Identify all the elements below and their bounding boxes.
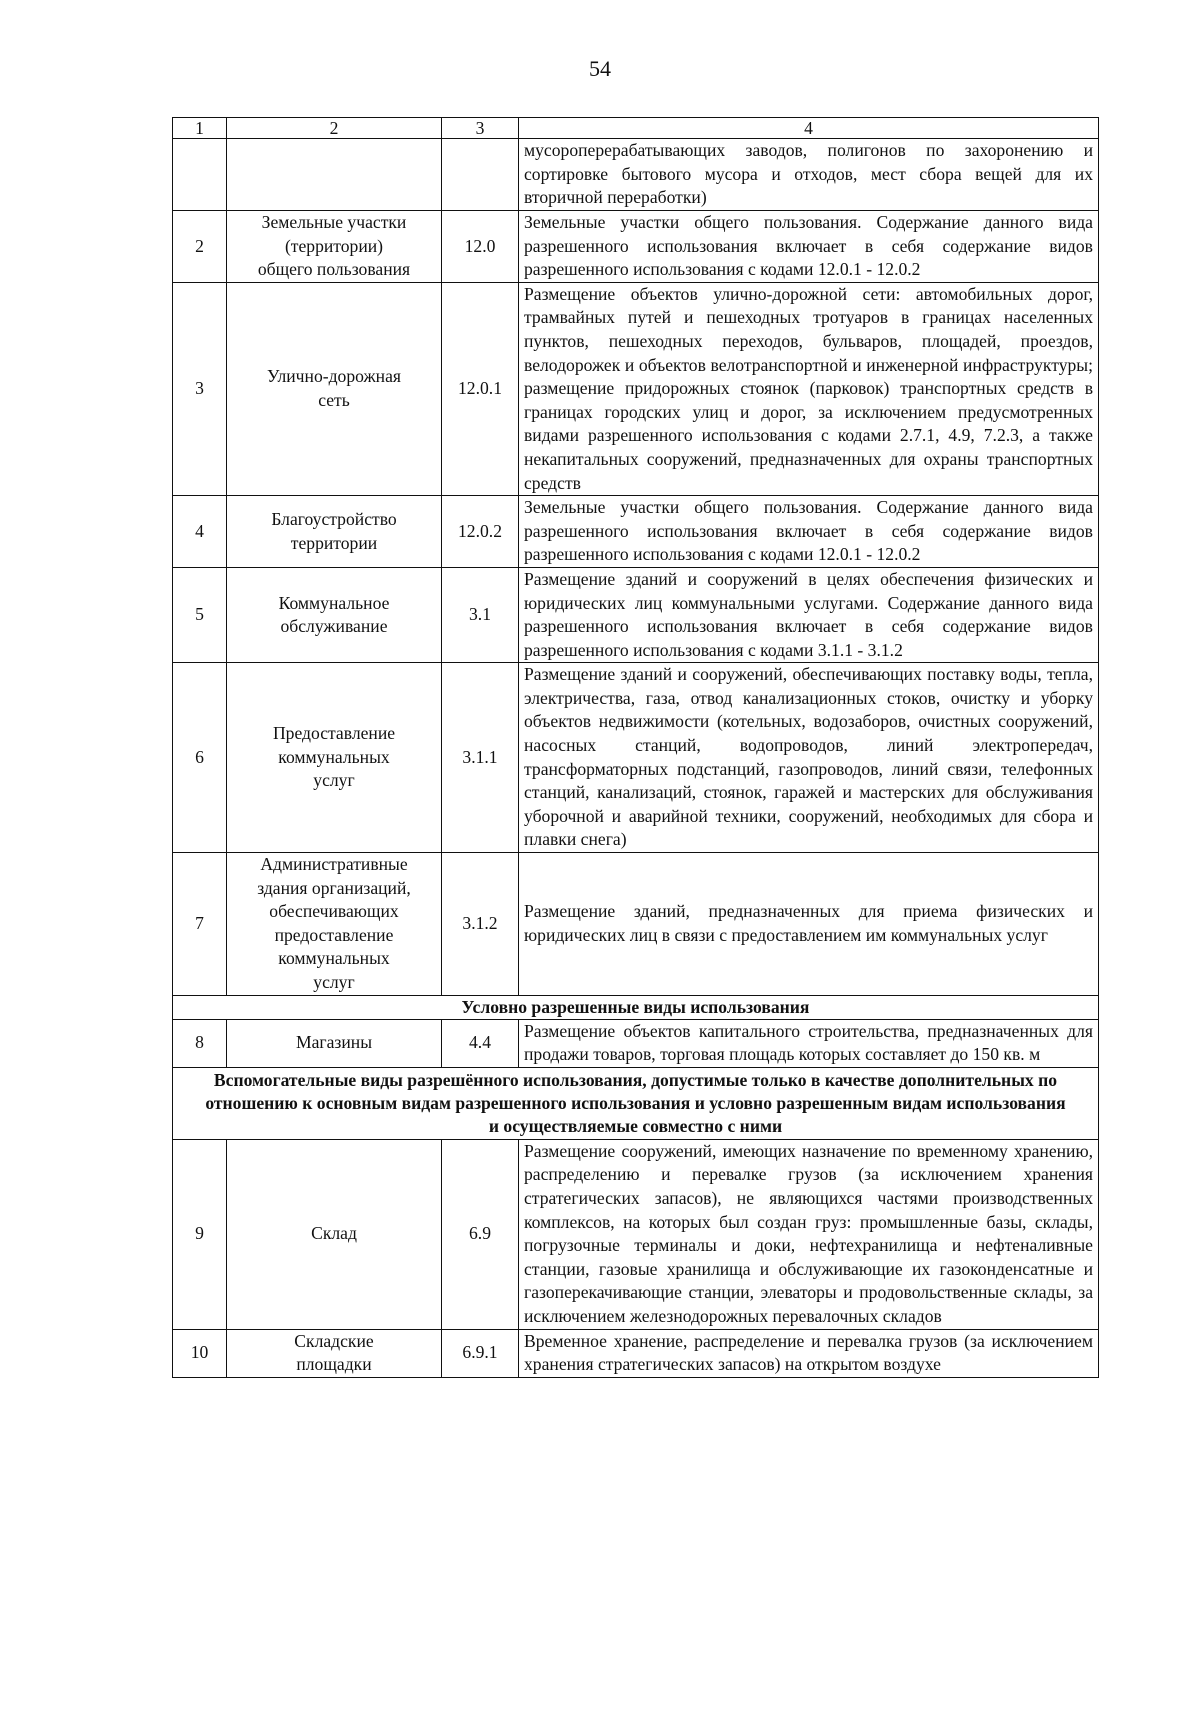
land-use-table [172, 117, 1099, 1378]
row-description: Земельные участки общего пользования. Содержание данного вида разрешенного использования включает в себя содержание видов разрешенного использования с кодами 12.0.1 - 12.0.2 [519, 496, 1099, 568]
table-row [173, 853, 1099, 996]
table-row [173, 1329, 1099, 1377]
table-row [173, 1019, 1099, 1067]
header-cell-1: 1 [173, 118, 227, 139]
row-code: 3.1.2 [442, 853, 519, 996]
row-number: 2 [173, 211, 227, 283]
row-name: Улично-дорожная сеть [227, 282, 442, 495]
row-number: 10 [173, 1329, 227, 1377]
row-name: Коммунальное обслуживание [227, 567, 442, 662]
row-code: 6.9.1 [442, 1329, 519, 1377]
table-row [173, 282, 1099, 495]
conditional-rows [173, 1019, 1099, 1067]
row-code: 3.1 [442, 567, 519, 662]
row-code: 3.1.1 [442, 663, 519, 853]
section-title-auxiliary: Вспомогательные виды разрешённого использования, допустимые только в качестве дополнительных по отношению к основным видам разрешенного использования и условно разрешенным видам использования и осуществляемые совместно с ними [173, 1067, 1099, 1139]
header-cell-2: 2 [227, 118, 442, 139]
row-description: Размещение зданий и сооружений в целях обеспечения физических и юридических лиц коммунальными услугами. Содержание данного вида разрешенного использования включает в себя содержание видов разрешенного использования с кодами 3.1.1 - 3.1.2 [519, 567, 1099, 662]
row-code: 12.0 [442, 211, 519, 283]
row-description: Временное хранение, распределение и перевалка грузов (за исключением хранения стратегических запасов) на открытом воздухе [519, 1329, 1099, 1377]
row-code: 4.4 [442, 1019, 519, 1067]
section-row-conditional [173, 995, 1099, 1019]
row-number: 9 [173, 1139, 227, 1329]
row-name: Магазины [227, 1019, 442, 1067]
table-row [173, 211, 1099, 283]
row-name: Административные здания организаций, обеспечивающих предоставление коммунальных услуг [227, 853, 442, 996]
section-row-auxiliary [173, 1067, 1099, 1139]
page-number: 54 [589, 56, 611, 81]
table-header-row [173, 118, 1099, 139]
header-cell-4: 4 [519, 118, 1099, 139]
section-title-conditional: Условно разрешенные виды использования [173, 995, 1099, 1019]
row-number: 7 [173, 853, 227, 996]
row-description: Размещение зданий, предназначенных для приема физических и юридических лиц в связи с предоставлением им коммунальных услуг [519, 853, 1099, 996]
row-name: Предоставление коммунальных услуг [227, 663, 442, 853]
continuation-text: мусороперерабатывающих заводов, полигонов по захоронению и сортировке бытового мусора и отходов, мест сбора вещей для их вторичной переработки) [519, 139, 1099, 211]
row-description: Размещение объектов улично-дорожной сети: автомобильных дорог, трамвайных путей и пешеходных тротуаров в границах населенных пунктов, пешеходных переходов, бульваров, площадей, проездов, велодорожек и объектов велотранспортной и инженерной инфраструктуры; размещение придорожных стоянок (парковок) транспортных средств в границах городских улиц и дорог, за исключением предусмотренных видами разрешенного использования с кодами 2.7.1, 4.9, 7.2.3, а также некапитальных сооружений, предназначенных для охраны транспортных средств [519, 282, 1099, 495]
row-code: 12.0.1 [442, 282, 519, 495]
row-description: Размещение сооружений, имеющих назначение по временному хранению, распределению и перевалке грузов (за исключением хранения стратегических запасов), не являющихся частями производственных комплексов, на которых был создан груз: промышленные базы, склады, погрузочные терминалы и доки, нефтехранилища и нефтеналивные станции, газовые хранилища и обслуживающие их газоконденсатные и газоперекачивающие станции, элеваторы и продовольственные склады, за исключением железнодорожных перевалочных складов [519, 1139, 1099, 1329]
row-name: Склад [227, 1139, 442, 1329]
continuation-row [173, 139, 1099, 211]
main-rows [173, 211, 1099, 996]
row-code: 6.9 [442, 1139, 519, 1329]
row-description: Размещение объектов капитального строительства, предназначенных для продажи товаров, торговая площадь которых составляет до 150 кв. м [519, 1019, 1099, 1067]
row-name: Складские площадки [227, 1329, 442, 1377]
row-number: 4 [173, 496, 227, 568]
row-name: Земельные участки (территории) общего пользования [227, 211, 442, 283]
auxiliary-rows [173, 1139, 1099, 1377]
table-row [173, 496, 1099, 568]
row-description: Земельные участки общего пользования. Содержание данного вида разрешенного использования включает в себя содержание видов разрешенного использования с кодами 12.0.1 - 12.0.2 [519, 211, 1099, 283]
row-name: Благоустройство территории [227, 496, 442, 568]
row-number: 3 [173, 282, 227, 495]
row-description: Размещение зданий и сооружений, обеспечивающих поставку воды, тепла, электричества, газа, отвод канализационных стоков, очистку и уборку объектов недвижимости (котельных, водозаборов, очистных сооружений, насосных станций, водопроводов, линий электропередач, трансформаторных подстанций, газопроводов, линий связи, телефонных станций, канализаций, стоянок, гаражей и мастерских для обслуживания уборочной и аварийной техники, сооружений, необходимых для сбора и плавки снега) [519, 663, 1099, 853]
table-row [173, 663, 1099, 853]
table-row [173, 567, 1099, 662]
row-number: 5 [173, 567, 227, 662]
row-number: 6 [173, 663, 227, 853]
row-number: 8 [173, 1019, 227, 1067]
table-row [173, 1139, 1099, 1329]
header-cell-3: 3 [442, 118, 519, 139]
row-code: 12.0.2 [442, 496, 519, 568]
